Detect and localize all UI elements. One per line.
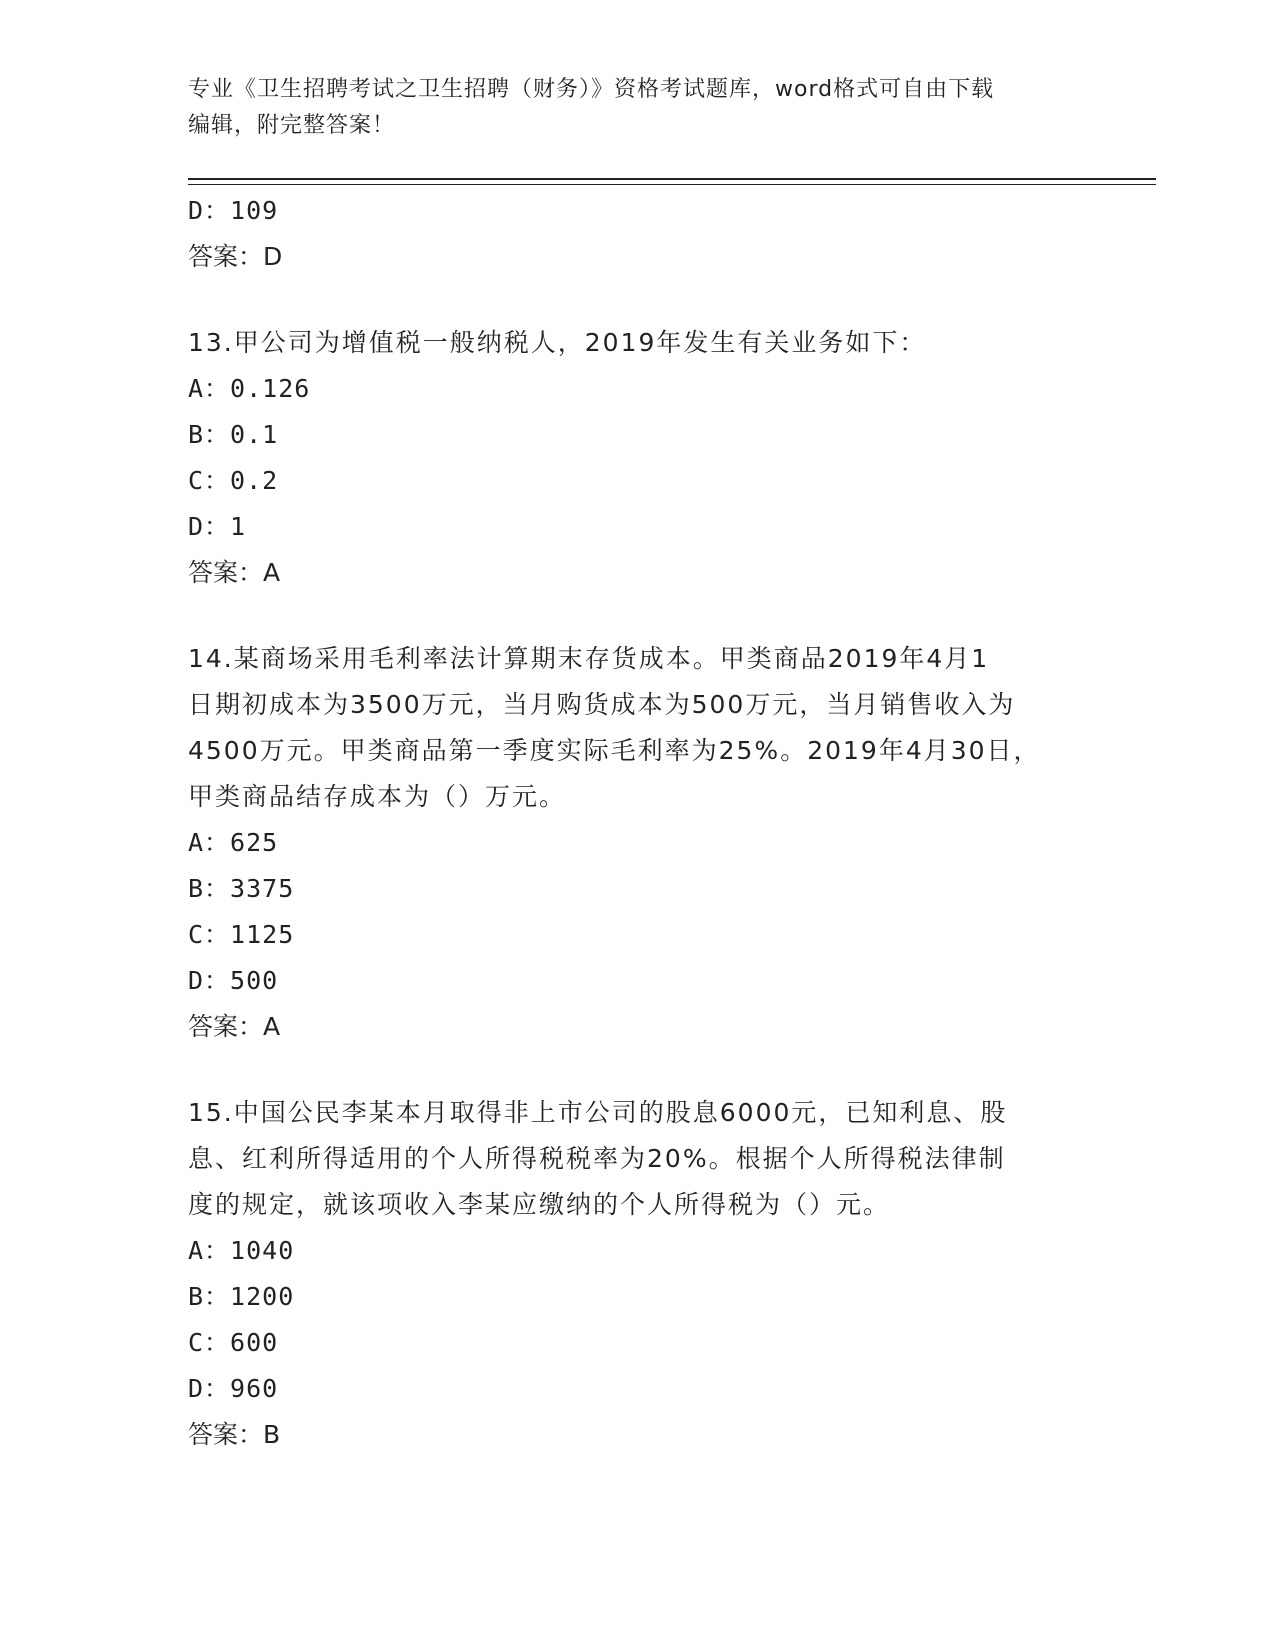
header-divider-thick	[188, 178, 1156, 180]
question-13	[188, 320, 1088, 596]
question-text-line-2: 日期初成本为3500万元，当月购货成本为500万元，当月销售收入为	[188, 690, 1016, 719]
question-text-line-1: 15.中国公民李某本月取得非上市公司的股息6000元，已知利息、股	[188, 1098, 1008, 1127]
question-text: 13.甲公司为增值税一般纳税人，2019年发生有关业务如下：	[188, 328, 927, 357]
question-text	[188, 1090, 1088, 1228]
question-text-line-1: 14.某商场采用毛利率法计算期末存货成本。甲类商品2019年4月1	[188, 644, 990, 673]
question-text	[188, 636, 1088, 820]
question-text-line-4: 甲类商品结存成本为（）万元。	[188, 782, 567, 811]
option-b: B：1200	[188, 1282, 295, 1311]
question-list	[188, 188, 1088, 1458]
question-15	[188, 1090, 1088, 1458]
question-text-line-3: 4500万元。甲类商品第一季度实际毛利率为25%。2019年4月30日，	[188, 736, 1041, 765]
option-c: C：0.2	[188, 466, 279, 495]
question-text-line-2: 息、红利所得适用的个人所得税税率为20%。根据个人所得税法律制	[188, 1144, 1006, 1173]
option-a: A：0.126	[188, 374, 311, 403]
option-a: A：625	[188, 828, 279, 857]
header-divider-thin	[188, 184, 1156, 185]
header-line-2: 编辑，附完整答案！	[188, 113, 396, 138]
option-d: D：1	[188, 512, 247, 541]
document-header	[188, 72, 1088, 144]
header-line-1: 专业《卫生招聘考试之卫生招聘（财务）》资格考试题库，word格式可自由下载	[188, 77, 995, 102]
option-d: D：109	[188, 196, 279, 225]
answer-line: 答案：D	[188, 242, 283, 271]
answer-line: 答案：A	[188, 558, 281, 587]
answer-line: 答案：B	[188, 1420, 281, 1449]
question-14	[188, 636, 1088, 1050]
option-c: C：1125	[188, 920, 295, 949]
previous-question-tail	[188, 188, 1088, 280]
option-b: B：3375	[188, 874, 295, 903]
option-b: B：0.1	[188, 420, 279, 449]
option-d: D：960	[188, 1374, 279, 1403]
option-a: A：1040	[188, 1236, 295, 1265]
option-c: C：600	[188, 1328, 279, 1357]
option-d: D：500	[188, 966, 279, 995]
question-text-line-3: 度的规定，就该项收入李某应缴纳的个人所得税为（）元。	[188, 1190, 891, 1219]
answer-line: 答案：A	[188, 1012, 281, 1041]
